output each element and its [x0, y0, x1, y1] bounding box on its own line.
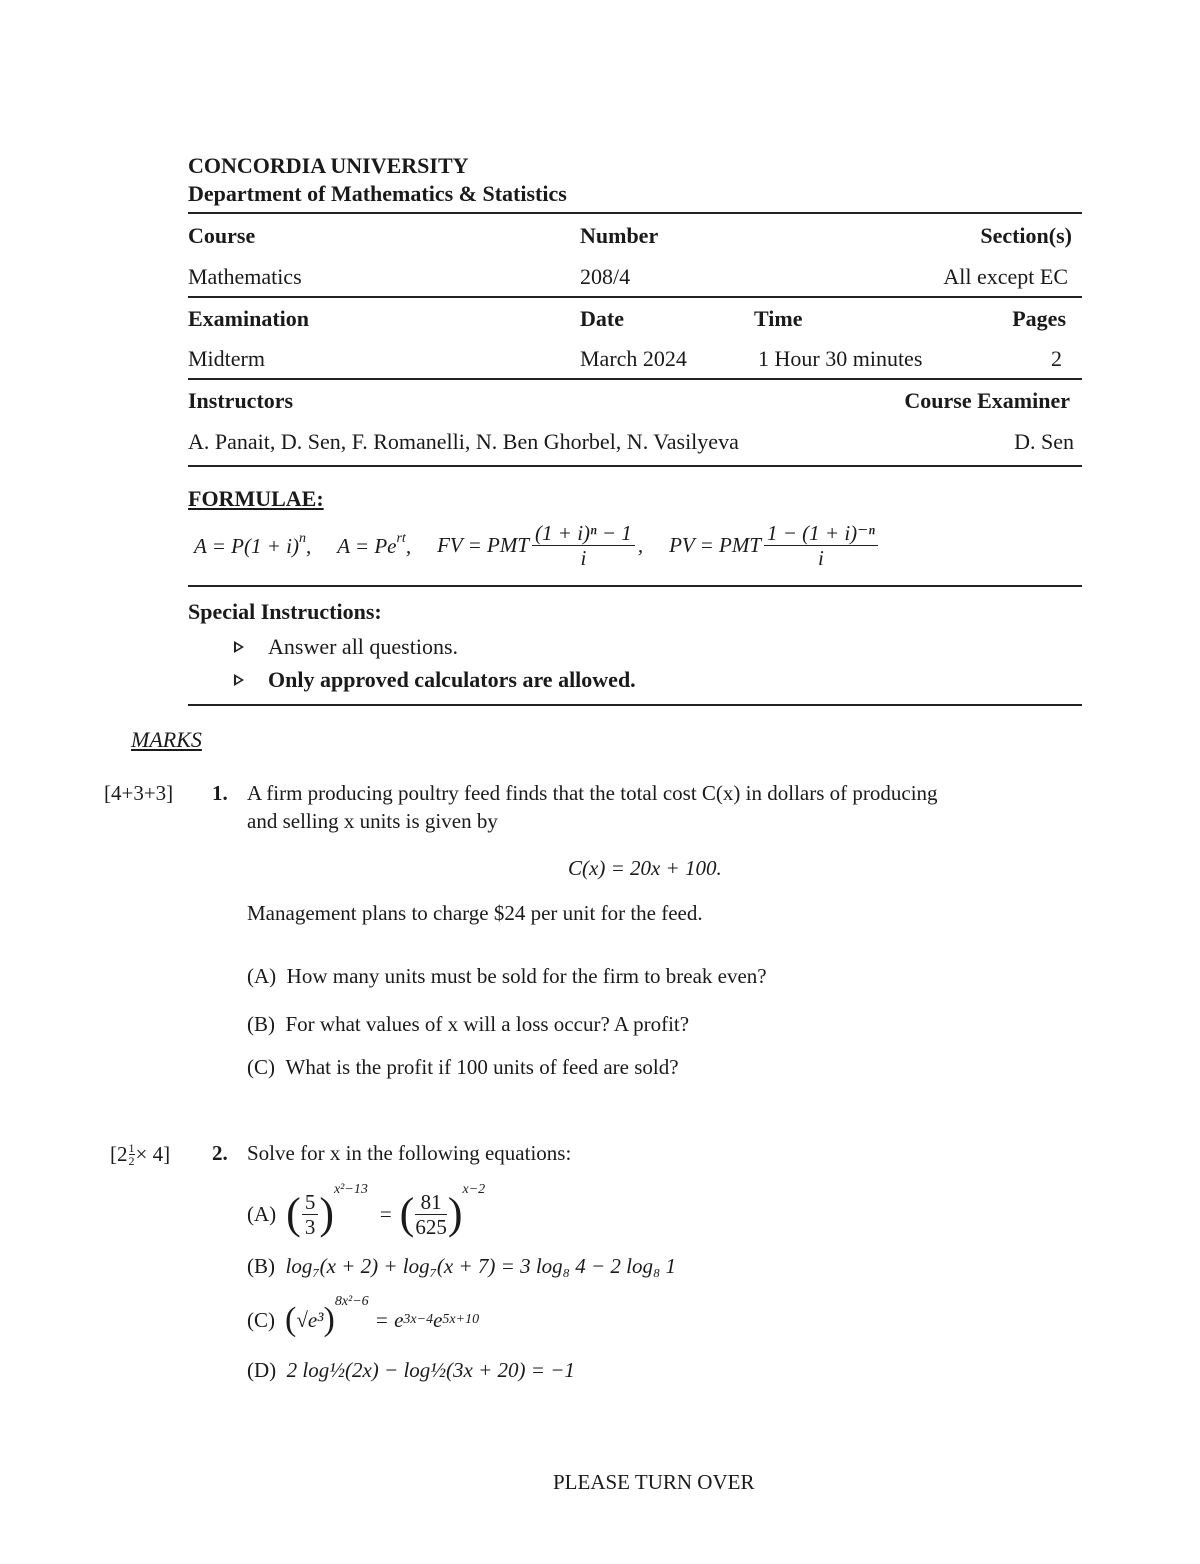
- q1-part-b: (B) For what values of x will a loss occur? A profit?: [247, 1012, 690, 1036]
- sections-label: Section(s): [980, 223, 1072, 248]
- date-value: March 2024: [580, 346, 687, 371]
- q2-part-b: (B) log₇(x + 2) + log₇(x + 7) = 3 log₈ 4 − 2 log₈ 1: [247, 1254, 677, 1278]
- q2-marks: [2 $\frac{1}{2}$ × 4]: [110, 1140, 171, 1168]
- q1-part-c: (C) What is the profit if 100 units of feed are sold?: [247, 1055, 679, 1079]
- q1-text-line1: A firm producing poultry feed finds that the total cost C(x) in dollars of producing: [247, 781, 938, 805]
- number-value: 208/4: [580, 264, 631, 289]
- course-label: Course: [188, 223, 256, 248]
- pages-value: 2: [1051, 346, 1062, 371]
- footer-text: PLEASE TURN OVER: [553, 1470, 755, 1494]
- course-value: Mathematics: [188, 264, 302, 289]
- examiner-label: Course Examiner: [904, 388, 1070, 413]
- examiner-value: D. Sen: [1014, 429, 1074, 454]
- instructors-label: Instructors: [188, 388, 294, 413]
- divider: [188, 465, 1082, 467]
- department-name: Department of Mathematics & Statistics: [188, 181, 567, 206]
- time-value: 1 Hour 30 minutes: [758, 346, 923, 371]
- q2-number: 2.: [212, 1141, 228, 1165]
- examination-value: Midterm: [188, 346, 265, 371]
- continuous-interest-formula: $A = Pe^{rt}$,: [337, 531, 412, 558]
- q2-part-d: (D) 2 log½(2x) − log½(3x + 20) = −1: [247, 1358, 575, 1382]
- divider: [188, 585, 1082, 587]
- time-label: Time: [754, 306, 803, 331]
- q1-plan-text: Management plans to charge $24 per unit for the feed.: [247, 901, 703, 925]
- sections-value: All except EC: [943, 264, 1068, 289]
- university-name: CONCORDIA UNIVERSITY: [188, 153, 469, 178]
- q1-part-a: (A) How many units must be sold for the firm to break even?: [247, 964, 767, 988]
- q1-number: 1.: [212, 781, 228, 805]
- q2-part-a: (A) ( $\frac{5}{3}$ ) x²−13 = ( $\frac{81}{625}$ ) x−2: [247, 1182, 486, 1239]
- q2-part-c: (C) ( √e³ ) 8x²−6 = e 3x−4 e 5x+10: [247, 1294, 480, 1338]
- q1-cost-equation: C(x) = 20x + 100.: [568, 856, 722, 880]
- date-label: Date: [580, 306, 624, 331]
- q1-marks: [4+3+3]: [104, 781, 174, 805]
- compound-interest-formula: $A = P(1 + i)^n$,: [194, 531, 312, 558]
- instruction-item: Only approved calculators are allowed.: [234, 667, 636, 693]
- examination-label: Examination: [188, 306, 310, 331]
- q2-text: Solve for x in the following equations:: [247, 1141, 572, 1165]
- triangle-bullet-icon: [234, 641, 244, 653]
- instruction-item: Answer all questions.: [234, 634, 458, 660]
- pages-label: Pages: [1012, 306, 1066, 331]
- present-value-formula: PV = PMT $\frac{\text{1 − (1 + i)⁻ⁿ}}{i}$: [669, 521, 881, 570]
- number-label: Number: [580, 223, 659, 248]
- special-instructions-title: Special Instructions:: [188, 599, 382, 624]
- formulae-line: [194, 516, 881, 574]
- q1-text-line2: and selling x units is given by: [247, 809, 498, 833]
- divider: [188, 296, 1082, 298]
- divider: [188, 704, 1082, 706]
- divider: [188, 212, 1082, 214]
- formulae-title: FORMULAE:: [188, 486, 324, 511]
- divider: [188, 378, 1082, 380]
- future-value-formula: FV = PMT $\frac{\text{(1 + i)ⁿ − 1}}{i}$ ,: [437, 520, 644, 570]
- marks-heading: MARKS: [131, 727, 202, 752]
- instructors-value: A. Panait, D. Sen, F. Romanelli, N. Ben Ghorbel, N. Vasilyeva: [188, 429, 739, 454]
- triangle-bullet-icon: [234, 674, 244, 686]
